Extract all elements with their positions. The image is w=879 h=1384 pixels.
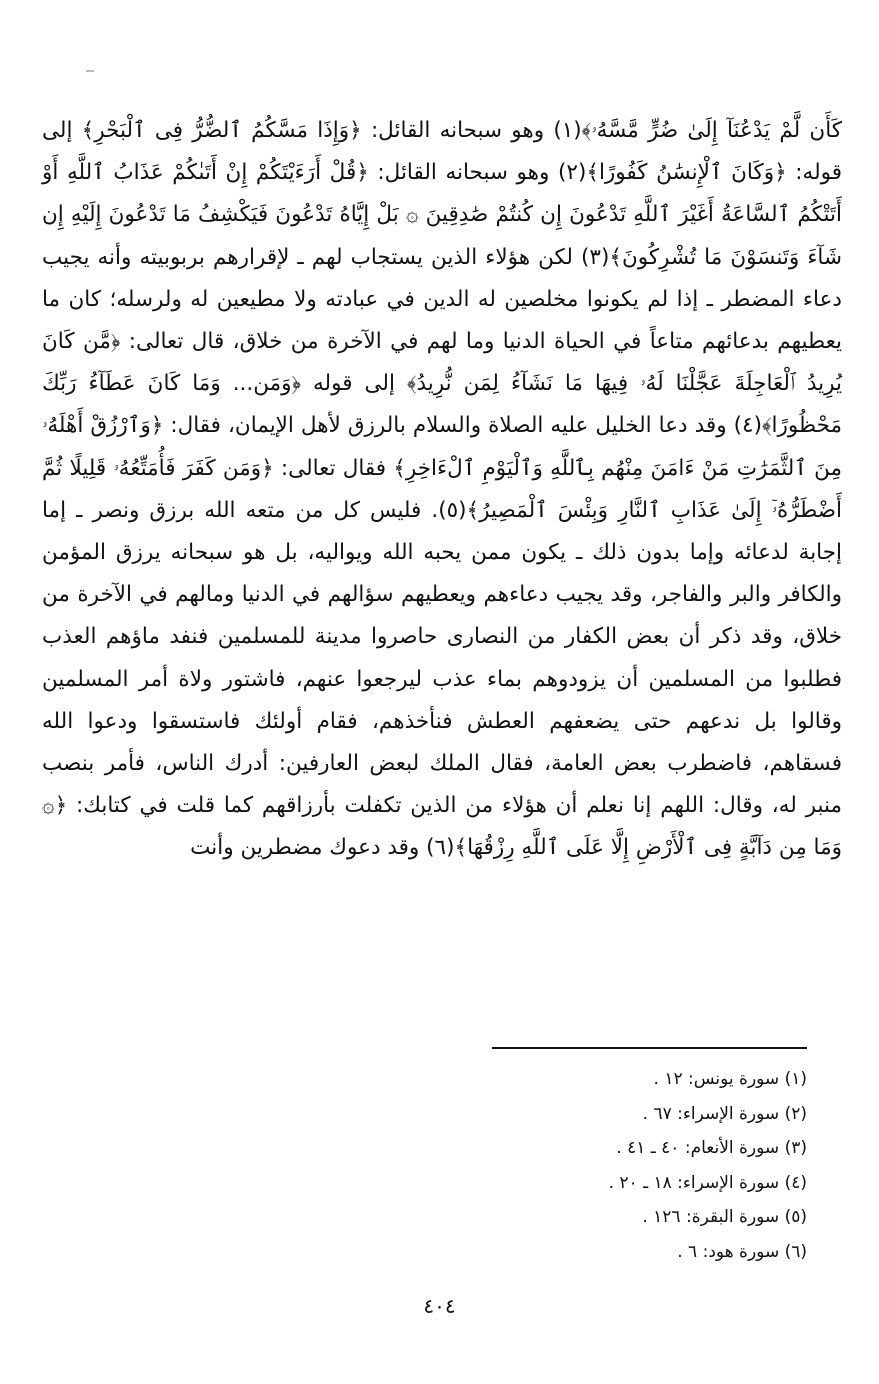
scan-mark xyxy=(86,70,94,72)
main-text xyxy=(42,110,842,870)
footnote-3: (٣) سورة الأنعام: ٤٠ ـ ٤١ . xyxy=(616,1138,807,1158)
body-paragraph: كَأَن لَّمْ يَدْعُنَآ إِلَىٰ ضُرٍّ مَّسَّهُۥ﴾(١) وهو سبحانه القائل: ﴿وَإِذَا مَسَّكُمُ ٱلضُّرُّ فِى ٱلْبَحْرِ﴾ إلى قوله: ﴿وَكَانَ ٱلْإِنسَٰنُ كَفُورًا﴾(٢) وهو سبحانه القائل: ﴿قُلْ أَرَءَيْتَكُمْ إِنْ أَتَىٰكُمْ عَذَابُ ٱللَّهِ أَوْ أَتَتْكُمُ ٱلسَّاعَةُ أَغَيْرَ ٱللَّهِ تَدْعُونَ إِن كُنتُمْ صَٰدِقِينَ ۞ بَلْ إِيَّاهُ تَدْعُونَ فَيَكْشِفُ مَا تَدْعُونَ إِلَيْهِ إِن شَآءَ وَتَنسَوْنَ مَا تُشْرِكُونَ﴾(٣) لكن هؤلاء الذين يستجاب لهم ـ لإقرارهم بربوبيته وأنه يجيب دعاء المضطر ـ إذا لم يكونوا مخلصين له الدين في عبادته ولا مطيعين له ولرسله؛ كان ما يعطيهم بدعائهم متاعاً في الحياة الدنيا وما لهم في الآخرة من خلاق، قال تعالى: ﴿مَّن كَانَ يُرِيدُ ٱلْعَاجِلَةَ عَجَّلْنَا لَهُۥ فِيهَا مَا نَشَآءُ لِمَن نُّرِيدُ﴾ إلى قوله ﴿وَمَن... وَمَا كَانَ عَطَآءُ رَبِّكَ مَحْظُورًا﴾(٤) وقد دعا الخليل عليه الصلاة والسلام بالرزق لأهل الإيمان، فقال: ﴿وَٱرْزُقْ أَهْلَهُۥ مِنَ ٱلثَّمَرَٰتِ مَنْ ءَامَنَ مِنْهُم بِٱللَّهِ وَٱلْيَوْمِ ٱلْءَاخِرِ﴾ فقال تعالى: ﴿وَمَن كَفَرَ فَأُمَتِّعُهُۥ قَلِيلًا ثُمَّ أَضْطَرُّهُۥٓ إِلَىٰ عَذَابِ ٱلنَّارِ وَبِئْسَ ٱلْمَصِيرُ﴾(٥). فليس كل من متعه الله برزق ونصر ـ إما إجابة لدعائه وإما بدون ذلك ـ يكون ممن يحبه الله ويواليه، بل هو سبحانه يرزق المؤمن والكافر والبر والفاجر، وقد يجيب دعاءهم ويعطيهم سؤالهم في الدنيا ومالهم في الآخرة من خلاق، وقد ذكر أن بعض الكفار من النصارى حاصروا مدينة للمسلمين فنفد ماؤهم العذب فطلبوا من المسلمين أن يزودوهم بماء عذب ليرجعوا عنهم، فاشتور ولاة أمر المسلمين وقالوا بل ندعهم حتى يضعفهم العطش فنأخذهم، فقام أولئك فاستسقوا ودعوا الله فسقاهم، فاضطرب بعض العامة، فقال الملك لبعض العارفين: أدرك الناس، فأمر بنصب منبر له، وقال: اللهم إنا نعلم أن هؤلاء من الذين تكفلت بأرزاقهم كما قلت في كتابك: ﴿۞ وَمَا مِن دَآبَّةٍ فِى ٱلْأَرْضِ إِلَّا عَلَى ٱللَّهِ رِزْقُهَا﴾(٦) وقد دعوك مضطرين وأنت xyxy=(42,118,843,861)
page-number: ٤٠٤ xyxy=(423,1294,456,1318)
footnote-5: (٥) سورة البقرة: ١٢٦ . xyxy=(642,1207,807,1227)
footnote-6: (٦) سورة هود: ٦ . xyxy=(677,1241,807,1262)
footnote-2: (٢) سورة الإسراء: ٦٧ . xyxy=(642,1103,807,1124)
footnote-1: (١) سورة يونس: ١٢ . xyxy=(653,1069,807,1089)
footnotes-list xyxy=(387,1062,807,1269)
footnote-separator xyxy=(492,1047,807,1049)
footnote-4: (٤) سورة الإسراء: ١٨ ـ ٢٠ . xyxy=(608,1172,807,1193)
